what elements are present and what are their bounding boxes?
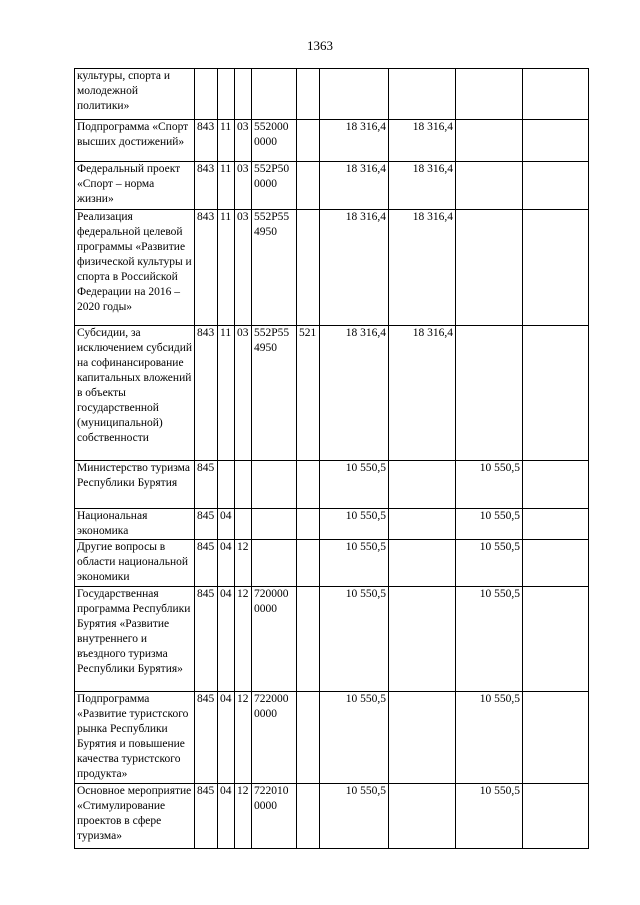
subsection-code: [235, 509, 252, 540]
expense-type-code: 521: [297, 326, 320, 461]
name: Реализация федеральной целевой программы «Развитие физической культуры и спорта в Российской Федерации на 2016 – 2020 годы»: [75, 210, 195, 326]
federal-amount: 18 316,4: [389, 120, 456, 162]
target-code: [252, 540, 297, 587]
total-amount: 10 550,5: [320, 509, 389, 540]
table-row: [75, 587, 589, 692]
extra-cell: [523, 210, 589, 326]
regional-amount: [456, 210, 523, 326]
total-amount: 10 550,5: [320, 461, 389, 509]
extra-cell: [523, 692, 589, 784]
federal-amount: 18 316,4: [389, 210, 456, 326]
admin-code: 845: [195, 692, 218, 784]
section-code: [218, 461, 235, 509]
federal-amount: 18 316,4: [389, 326, 456, 461]
federal-amount: [389, 587, 456, 692]
table-row: [75, 326, 589, 461]
admin-code: 845: [195, 540, 218, 587]
extra-cell: [523, 461, 589, 509]
section-code: 11: [218, 326, 235, 461]
expense-type-code: [297, 69, 320, 120]
subsection-code: 12: [235, 587, 252, 692]
regional-amount: [456, 162, 523, 210]
page-number: 1363: [307, 38, 333, 53]
name: Национальная экономика: [75, 509, 195, 540]
federal-amount: [389, 69, 456, 120]
target-code: 552P55 4950: [252, 326, 297, 461]
table-row: [75, 120, 589, 162]
name: Субсидии, за исключением субсидий на софинансирование капитальных вложений в объекты государственной (муниципальной) собственности: [75, 326, 195, 461]
table-row: [75, 461, 589, 509]
subsection-code: 12: [235, 692, 252, 784]
target-code: [252, 509, 297, 540]
extra-cell: [523, 540, 589, 587]
admin-code: 843: [195, 120, 218, 162]
table-row: [75, 540, 589, 587]
admin-code: 845: [195, 461, 218, 509]
extra-cell: [523, 120, 589, 162]
section-code: 11: [218, 120, 235, 162]
federal-amount: [389, 540, 456, 587]
expense-type-code: [297, 692, 320, 784]
subsection-code: 03: [235, 210, 252, 326]
section-code: 04: [218, 692, 235, 784]
target-code: 722010 0000: [252, 784, 297, 849]
expense-type-code: [297, 162, 320, 210]
section-code: 11: [218, 162, 235, 210]
section-code: 04: [218, 509, 235, 540]
subsection-code: 03: [235, 326, 252, 461]
regional-amount: [456, 326, 523, 461]
expense-type-code: [297, 461, 320, 509]
federal-amount: [389, 509, 456, 540]
regional-amount: 10 550,5: [456, 692, 523, 784]
name: Министерство туризма Республики Бурятия: [75, 461, 195, 509]
admin-code: 845: [195, 784, 218, 849]
name: культуры, спорта и молодежной политики»: [75, 69, 195, 120]
total-amount: 10 550,5: [320, 587, 389, 692]
subsection-code: 03: [235, 120, 252, 162]
extra-cell: [523, 69, 589, 120]
extra-cell: [523, 587, 589, 692]
total-amount: 10 550,5: [320, 692, 389, 784]
target-code: 552000 0000: [252, 120, 297, 162]
target-code: 720000 0000: [252, 587, 297, 692]
federal-amount: [389, 692, 456, 784]
name: Федеральный проект «Спорт – норма жизни»: [75, 162, 195, 210]
section-code: 04: [218, 587, 235, 692]
expense-type-code: [297, 120, 320, 162]
regional-amount: 10 550,5: [456, 461, 523, 509]
subsection-code: [235, 461, 252, 509]
total-amount: [320, 69, 389, 120]
federal-amount: [389, 461, 456, 509]
total-amount: 10 550,5: [320, 784, 389, 849]
name: Основное мероприятие «Стимулирование проектов в сфере туризма»: [75, 784, 195, 849]
extra-cell: [523, 162, 589, 210]
section-code: 04: [218, 784, 235, 849]
admin-code: 843: [195, 326, 218, 461]
expense-type-code: [297, 784, 320, 849]
table-row: [75, 210, 589, 326]
subsection-code: 12: [235, 540, 252, 587]
admin-code: [195, 69, 218, 120]
name: Государственная программа Республики Бурятия «Развитие внутреннего и въездного туризма Республики Бурятия»: [75, 587, 195, 692]
table-row: [75, 784, 589, 849]
budget-table: [74, 68, 589, 849]
total-amount: 18 316,4: [320, 162, 389, 210]
expense-type-code: [297, 587, 320, 692]
name: Подпрограмма «Спорт высших достижений»: [75, 120, 195, 162]
target-code: 552P50 0000: [252, 162, 297, 210]
table-row: [75, 509, 589, 540]
regional-amount: 10 550,5: [456, 540, 523, 587]
regional-amount: 10 550,5: [456, 587, 523, 692]
section-code: 04: [218, 540, 235, 587]
target-code: 552P55 4950: [252, 210, 297, 326]
total-amount: 10 550,5: [320, 540, 389, 587]
expense-type-code: [297, 540, 320, 587]
table-row: [75, 692, 589, 784]
extra-cell: [523, 326, 589, 461]
table-row: [75, 69, 589, 120]
name: Подпрограмма «Развитие туристского рынка Республики Бурятия и повышение качества туристского продукта»: [75, 692, 195, 784]
expense-type-code: [297, 210, 320, 326]
regional-amount: [456, 120, 523, 162]
subsection-code: 12: [235, 784, 252, 849]
target-code: [252, 461, 297, 509]
target-code: [252, 69, 297, 120]
expense-type-code: [297, 509, 320, 540]
regional-amount: 10 550,5: [456, 784, 523, 849]
admin-code: 843: [195, 210, 218, 326]
subsection-code: [235, 69, 252, 120]
federal-amount: 18 316,4: [389, 162, 456, 210]
admin-code: 843: [195, 162, 218, 210]
extra-cell: [523, 784, 589, 849]
target-code: 722000 0000: [252, 692, 297, 784]
total-amount: 18 316,4: [320, 210, 389, 326]
regional-amount: [456, 69, 523, 120]
subsection-code: 03: [235, 162, 252, 210]
section-code: 11: [218, 210, 235, 326]
admin-code: 845: [195, 509, 218, 540]
section-code: [218, 69, 235, 120]
federal-amount: [389, 784, 456, 849]
table-row: [75, 162, 589, 210]
extra-cell: [523, 509, 589, 540]
total-amount: 18 316,4: [320, 326, 389, 461]
regional-amount: 10 550,5: [456, 509, 523, 540]
name: Другие вопросы в области национальной экономики: [75, 540, 195, 587]
total-amount: 18 316,4: [320, 120, 389, 162]
admin-code: 845: [195, 587, 218, 692]
